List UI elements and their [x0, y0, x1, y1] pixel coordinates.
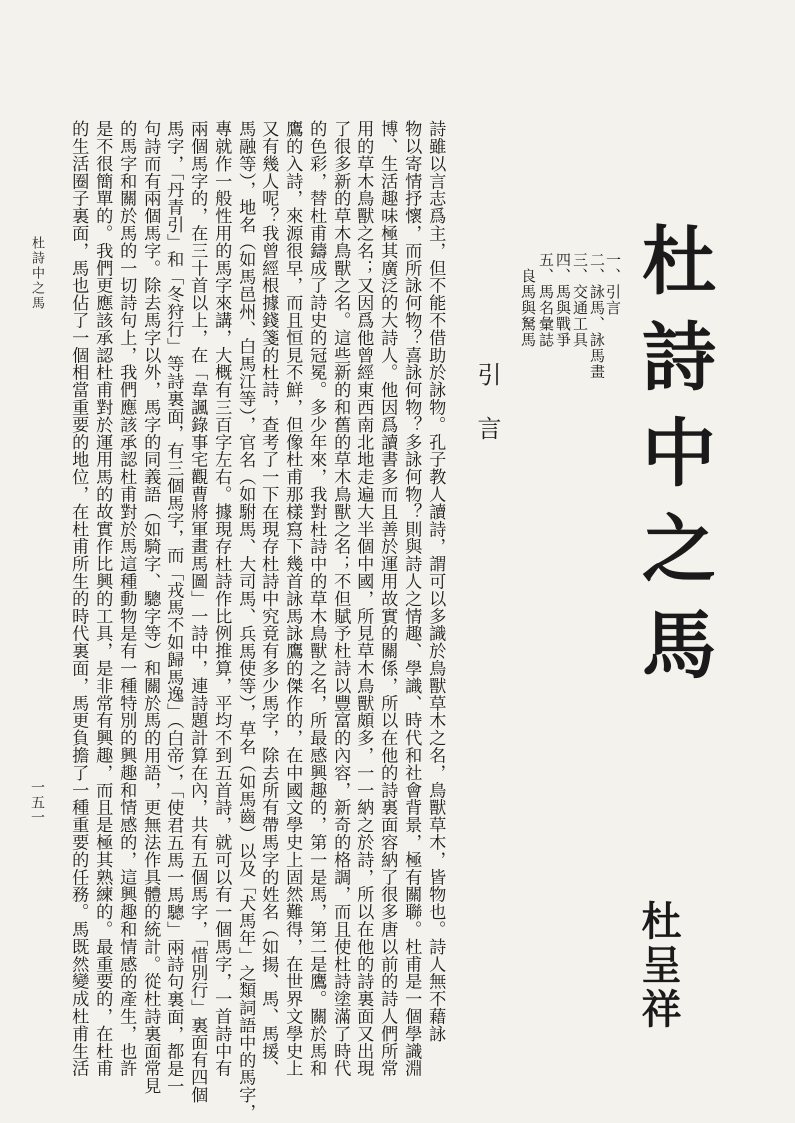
body-line: 物以寄情抒懷，而所詠何物？喜詠何物？多詠何物？則與詩人之情趣、學識、時代和社會背景，極有關聯。杜甫是一個學識淵: [401, 120, 422, 1077]
toc-item: 一、引言: [604, 252, 622, 316]
body-line: 句詩而有兩個馬字。除去馬字以外，馬字的同義語（如騎字、驄字等）和關於馬的用語，更無法作具體的統計。從杜詩裏面常見: [140, 120, 161, 1095]
body-line: 是不很簡單的。我們更應該承認杜甫對於運用馬的故實作比興的工具，是非常有興趣，而且是極其熟練的。最重要的，在杜甫: [92, 120, 113, 1077]
toc-item: 五、馬名彙誌: [537, 252, 555, 348]
body-line: 鷹的入詩，來源很早，而且恒見不鮮，但像杜甫那樣寫下幾首詠馬詠鷹的傑作的，在中國文學史上固然難得，在世界文學史上: [282, 120, 303, 1077]
body-line: 博、生活趣味極其廣泛的大詩人。他因爲讀書多而且善於運用故實的關係，所以在他的詩裏面容納了很多唐以前的詩人們所常: [377, 120, 398, 1077]
body-line: 詩雖以言志爲主，但不能不借助於詠物。孔子教人讀詩，謂可以多識於鳥獸草木之名，鳥獸草木，皆物也。詩人無不藉詠: [425, 120, 446, 1043]
toc-item: 良馬與駑馬: [519, 268, 537, 348]
body-line: 的色彩，替杜甫鑄成了詩史的冠冕。多少年來，我對杜詩中的草木鳥獸之名，所最感興趣的，第一是馬，第二是鷹。關於馬和: [306, 120, 327, 1077]
body-line: 馬字，「丹青引」和「冬狩行」等詩裏面，有三個馬字，而「戎馬不如歸馬逸」（白帝），「使君五馬一馬驄」兩詩句裏面，都是一: [163, 120, 184, 1095]
body-line: 又有幾人呢？我曾經根據錢箋的杜詩，查考了一下在現存杜詩中究竟有多少馬字，除去所有帶馬字的姓名（如揚、馬、馬援、: [258, 120, 279, 1077]
body-line: 的生活圈子裏面，馬也佔了一個相當重要的地位，在杜甫所生的時代裏面，馬更負擔了一種重要的任務。馬既然變成杜甫生活: [68, 120, 89, 1077]
running-title: 杜詩中之馬: [29, 236, 44, 311]
body-line: 的馬字和關於馬的一切詩句上，我們應該承認杜甫對於馬這種動物是有一種特別的興趣和情感的，這興趣和情感的產生，也許: [116, 120, 137, 1077]
body-line: 馬融等），地名（如馬邑州、白馬江等），官名（如駙馬、大司馬、兵馬使等），草名（如馬齒）以及「犬馬年」之類詞語中的馬字，: [235, 120, 256, 1121]
author-name: 杜呈祥: [635, 900, 682, 1032]
body-line: 用的草木鳥獸之名；又因爲他曾經東西南北地走遍大半個中國，所見草木鳥獸頗多，一一納之於詩，所以在他的詩裏面又出現: [353, 120, 374, 1077]
toc-item: 二、詠馬、詠馬畫: [588, 252, 606, 380]
body-line: 兩個馬字的，在三十首以上，在「韋諷錄事宅觀曹將軍畫馬圖」一詩中，連詩題計算在內，共有五個馬字，「惜別行」裏面有四個: [187, 120, 208, 1104]
page-title: 杜詩中之馬: [630, 222, 716, 702]
toc-item: 三、交通工具: [571, 252, 589, 348]
body-line: 了很多新的草木鳥獸之名。這些新的和舊的草木鳥獸之名；不但賦予杜詩以豐富的內容，新奇的格調，而且使杜詩塗滿了時代: [330, 120, 351, 1077]
toc-item: 四、馬與戰爭: [554, 252, 572, 348]
section-heading: 引言: [473, 362, 501, 470]
page-number: 一五一: [29, 780, 45, 825]
body-line: 專就作一般性用的馬字來講，大概有三百字左右。據現存杜詩作比例推算，平均不到五首詩，就可以有一個馬字，一首詩中有: [211, 120, 232, 1077]
